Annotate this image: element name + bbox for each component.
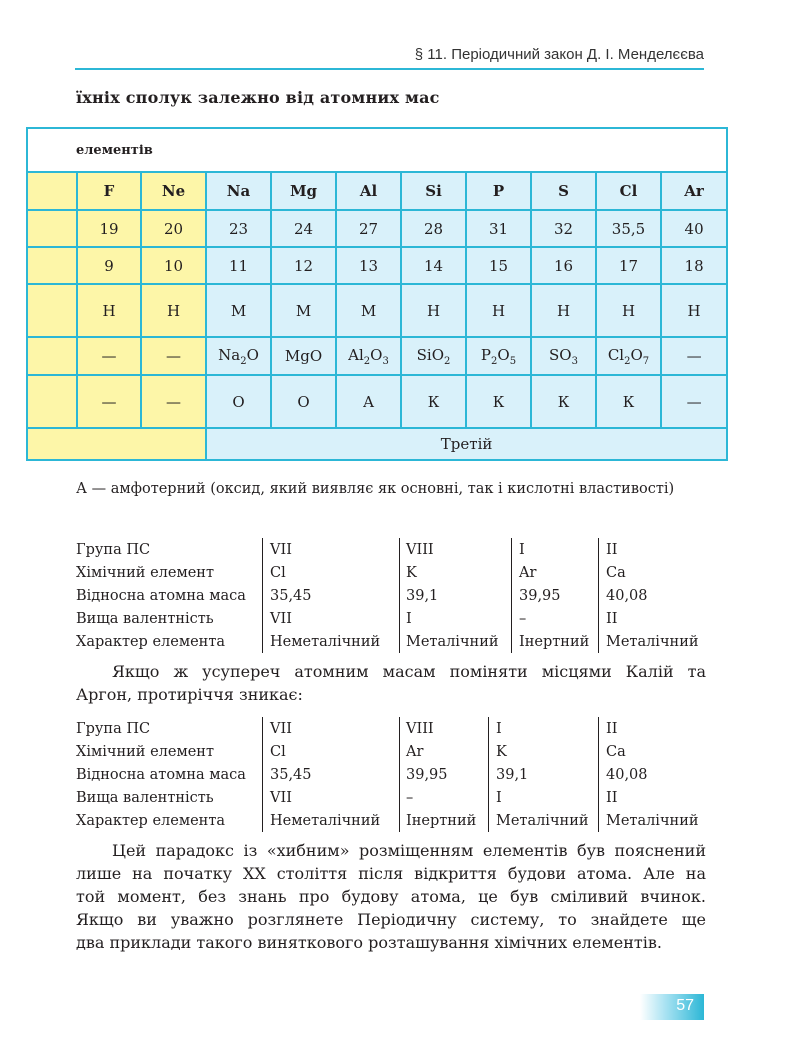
table-cell: 11 (206, 247, 271, 284)
table-cell: М (206, 284, 271, 337)
table-cell: А (336, 375, 401, 428)
comparison-value: Cl (270, 564, 286, 581)
running-title: § 11. Періодичний закон Д. І. Менделєєва (414, 46, 704, 63)
oxide-formula: — (661, 337, 727, 375)
table-cell: Al (336, 172, 401, 210)
row-oxides (27, 337, 727, 375)
table-cell: О (271, 375, 336, 428)
oxide-formula: MgO (271, 337, 336, 375)
row-character (27, 284, 727, 337)
comparison-label: Хімічний елемент (76, 564, 214, 581)
comparison-value: I (496, 720, 502, 737)
table-cell: К (531, 375, 596, 428)
table-cell: М (271, 284, 336, 337)
oxide-formula: $SO_3$ (531, 337, 596, 375)
table-cell: К (596, 375, 661, 428)
paragraph-1 (76, 660, 706, 706)
comparison-value: Інертний (406, 812, 477, 829)
paragraph-line: Аргон, протиріччя зникає: (76, 685, 303, 704)
comparison-label: Група ПС (76, 541, 151, 558)
comparison-value: K (406, 564, 417, 581)
table-cell: Na (206, 172, 271, 210)
comparison-value: Неметалічний (270, 812, 381, 829)
comparison-label: Відносна атомна маса (76, 766, 246, 783)
intro-title: їхніх сполук залежно від атомних мас (76, 88, 440, 107)
row-label-cell (27, 284, 77, 337)
comparison-value: 39,95 (519, 587, 561, 604)
comparison-label: Група ПС (76, 720, 151, 737)
table-cell: 28 (401, 210, 466, 247)
comparison-label: Вища валентність (76, 789, 214, 806)
table-cell: F (77, 172, 141, 210)
table-cell: М (336, 284, 401, 337)
table-cell: Н (531, 284, 596, 337)
comparison-value: II (606, 541, 618, 558)
table-cell: — (77, 375, 141, 428)
comparison-value: Металічний (606, 633, 699, 650)
comparison-value: Неметалічний (270, 633, 381, 650)
column-divider (511, 538, 512, 653)
oxide-formula: — (77, 337, 141, 375)
oxide-formula: $P_2O_5$ (466, 337, 531, 375)
table-cell: Н (466, 284, 531, 337)
column-divider (488, 717, 489, 832)
table-cell: Ne (141, 172, 206, 210)
table-cell: S (531, 172, 596, 210)
table-cell: 15 (466, 247, 531, 284)
comparison-value: Ar (519, 564, 537, 581)
table-cell: Si (401, 172, 466, 210)
comparison-value: I (406, 610, 412, 627)
table-cell: 32 (531, 210, 596, 247)
table-cell: — (141, 375, 206, 428)
page-number-badge (640, 994, 704, 1020)
comparison-value: II (606, 720, 618, 737)
row-masses (27, 210, 727, 247)
column-divider (262, 538, 263, 653)
comparison-value: I (496, 789, 502, 806)
table-cell: К (466, 375, 531, 428)
page-number: 57 (676, 997, 694, 1014)
table-caption: елементів (27, 128, 727, 172)
table-cell: Ar (661, 172, 727, 210)
paragraph-line: Якщо ви уважно розглянете Періодичну систему, то знайдете ще (76, 910, 706, 929)
table-cell: 24 (271, 210, 336, 247)
comparison-value: Ca (606, 564, 626, 581)
table-cell: Cl (596, 172, 661, 210)
table-cell: 10 (141, 247, 206, 284)
column-divider (598, 538, 599, 653)
comparison-label: Вища валентність (76, 610, 214, 627)
legend-note: А — амфотерний (оксид, який виявляє як основні, так і кислотні властивості) (76, 481, 675, 497)
comparison-value: Металічний (606, 812, 699, 829)
table-cell: Н (141, 284, 206, 337)
table-cell: 27 (336, 210, 401, 247)
table-cell: 14 (401, 247, 466, 284)
row-oxide-character (27, 375, 727, 428)
comparison-value: VIII (406, 541, 434, 558)
table-cell: Н (401, 284, 466, 337)
table-cell: К (401, 375, 466, 428)
column-divider (262, 717, 263, 832)
table-cell: — (661, 375, 727, 428)
paragraph-2 (76, 839, 706, 954)
comparison-value: – (519, 610, 527, 627)
comparison-value: VII (270, 720, 292, 737)
comparison-value: K (496, 743, 507, 760)
row-label-cell (27, 337, 77, 375)
comparison-value: – (406, 789, 414, 806)
comparison-label: Хімічний елемент (76, 743, 214, 760)
comparison-value: VII (270, 610, 292, 627)
comparison-value: 35,45 (270, 587, 312, 604)
table-cell: 18 (661, 247, 727, 284)
comparison-value: 40,08 (606, 587, 648, 604)
comparison-label: Характер елемента (76, 633, 226, 650)
table-cell: 9 (77, 247, 141, 284)
table-cell: 40 (661, 210, 727, 247)
table-cell: 31 (466, 210, 531, 247)
comparison-value: VII (270, 789, 292, 806)
comparison-value: 35,45 (270, 766, 312, 783)
row-label-cell (27, 375, 77, 428)
column-divider (399, 538, 400, 653)
table-cell: 12 (271, 247, 336, 284)
comparison-value: 39,1 (406, 587, 439, 604)
comparison-value: Металічний (496, 812, 589, 829)
period-label-spacer (27, 428, 206, 460)
column-divider (598, 717, 599, 832)
comparison-label: Характер елемента (76, 812, 226, 829)
comparison-value: VII (270, 541, 292, 558)
comparison-value: Інертний (519, 633, 590, 650)
comparison-value: Cl (270, 743, 286, 760)
table-cell: Н (596, 284, 661, 337)
comparison-value: Металічний (406, 633, 499, 650)
comparison-value: 39,1 (496, 766, 529, 783)
elements-table (26, 127, 728, 461)
comparison-value: Ar (406, 743, 424, 760)
table-cell: О (206, 375, 271, 428)
row-elements (27, 172, 727, 210)
table-cell: 20 (141, 210, 206, 247)
row-label-cell (27, 210, 77, 247)
oxide-formula: — (141, 337, 206, 375)
paragraph-line: той момент, без знань про будову атома, це був сміливий вчинок. (76, 887, 706, 906)
row-label-cell (27, 172, 77, 210)
oxide-formula: $Al_2O_3$ (336, 337, 401, 375)
period-label: Третій (206, 428, 727, 460)
comparison-value: I (519, 541, 525, 558)
paragraph-line: Якщо ж усупереч атомним масам поміняти місцями Калій та (112, 662, 706, 681)
table-cell: 35,5 (596, 210, 661, 247)
oxide-formula: $Cl_2O_7$ (596, 337, 661, 375)
table-cell: 17 (596, 247, 661, 284)
comparison-value: 40,08 (606, 766, 648, 783)
comparison-value: II (606, 789, 618, 806)
oxide-formula: $Na_2O$ (206, 337, 271, 375)
table-cell: 16 (531, 247, 596, 284)
comparison-value: VIII (406, 720, 434, 737)
paragraph-line: лише на початку XX століття після відкриття будови атома. Але на (76, 864, 706, 883)
table-cell: Mg (271, 172, 336, 210)
comparison-value: 39,95 (406, 766, 448, 783)
column-divider (399, 717, 400, 832)
oxide-formula: SiO$_2$ (401, 337, 466, 375)
table-cell: 23 (206, 210, 271, 247)
table-cell: P (466, 172, 531, 210)
row-label-cell (27, 247, 77, 284)
row-numbers (27, 247, 727, 284)
paragraph-line: Цей парадокс із «хибним» розміщенням елементів був пояснений (112, 841, 706, 860)
header-rule (75, 68, 704, 70)
comparison-value: II (606, 610, 618, 627)
table-cell: Н (661, 284, 727, 337)
comparison-label: Відносна атомна маса (76, 587, 246, 604)
paragraph-line: два приклади такого виняткового розташування хімічних елементів. (76, 933, 662, 952)
comparison-value: Ca (606, 743, 626, 760)
table-cell: Н (77, 284, 141, 337)
table-cell: 13 (336, 247, 401, 284)
table-cell: 19 (77, 210, 141, 247)
